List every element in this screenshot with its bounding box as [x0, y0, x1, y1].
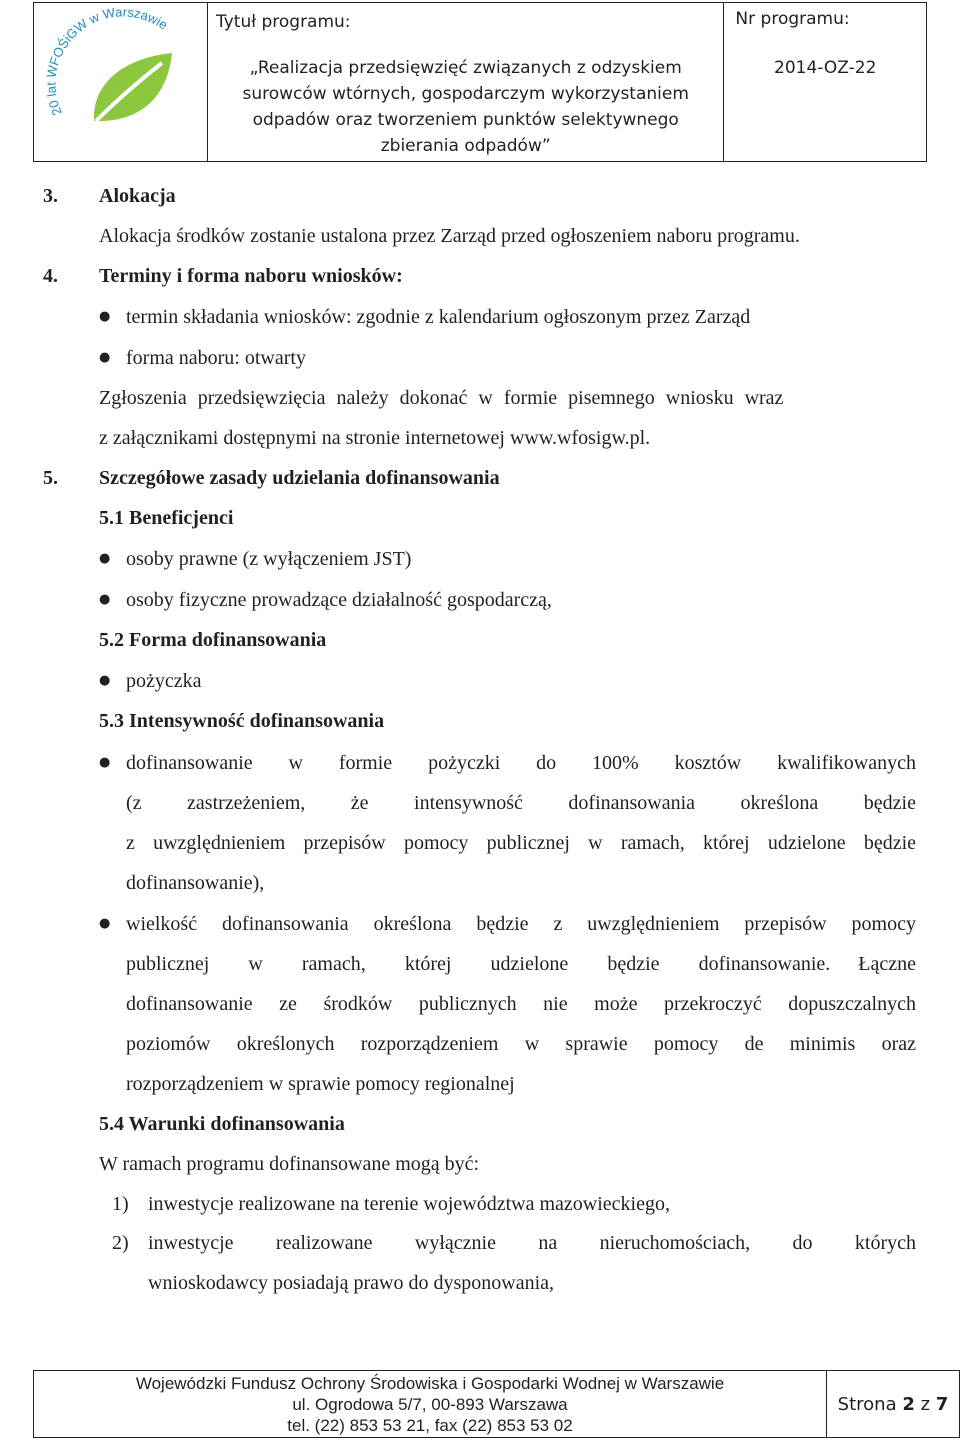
list-item: osoby fizyczne prowadzące działalność gospodarczą, — [126, 589, 552, 611]
justified-text: z uwzględnieniem przepisów pomocy publicznej w ramach, której udzielone będzie — [126, 832, 916, 854]
program-title-line: odpadów oraz tworzeniem punktów selektywnego — [252, 110, 679, 130]
numbered-item-text — [148, 1231, 916, 1255]
page-prefix: Strona — [837, 1393, 897, 1415]
list-item-line: rozporządzeniem w sprawie pomocy regionalnej — [126, 1073, 515, 1095]
section-4-number: 4. — [43, 265, 58, 287]
program-title-label: Tytuł programu: — [216, 12, 351, 32]
program-title-line: „Realizacja przedsięwzięć związanych z odzyskiem — [249, 58, 682, 78]
numbered-item-text: inwestycje realizowane na terenie województwa mazowieckiego, — [148, 1193, 670, 1215]
list-item-line: dofinansowanie), — [126, 872, 265, 894]
subsection-5-1-heading: 5.1 Beneficjenci — [99, 507, 234, 529]
list-item-line — [126, 751, 916, 775]
list-item-line — [126, 791, 916, 815]
justified-text: wielkość dofinansowania określona będzie z uwzględnieniem przepisów pomocy — [126, 913, 916, 935]
numbered-item-text: wnioskodawcy posiadają prawo do dysponowania, — [148, 1272, 555, 1294]
program-number-cell — [724, 3, 927, 162]
wfosigw-logo — [34, 3, 207, 157]
footer-line: Wojewódzki Fundusz Ochrony Środowiska i Gospodarki Wodnej w Warszawie — [135, 1373, 725, 1393]
program-title-line: surowców wtórnych, gospodarczym wykorzystaniem — [242, 84, 689, 104]
list-item: forma naboru: otwarty — [126, 347, 306, 369]
paragraph-text: Zgłoszenia przedsięwzięcia należy dokonać w formie pisemnego wniosku wraz — [99, 387, 784, 409]
section-5-number: 5. — [43, 467, 58, 489]
justified-text: dofinansowanie w formie pożyczki do 100% kosztów kwalifikowanych — [126, 752, 916, 774]
program-number: 2014-OZ-22 — [774, 58, 877, 78]
program-title — [208, 33, 723, 159]
program-number-label: Nr programu: — [735, 9, 850, 29]
justified-text: poziomów określonych rozporządzeniem w sprawie pomocy de minimis oraz — [126, 1033, 916, 1055]
page-total: 7 — [935, 1393, 949, 1415]
section-5-heading: Szczegółowe zasady udzielania dofinansowania — [99, 467, 500, 489]
subsection-5-2-heading: 5.2 Forma dofinansowania — [99, 629, 327, 651]
bullet-icon: ● — [99, 309, 111, 324]
logo-text: 20 lat WFOŚiGW w Warszawie — [43, 4, 171, 118]
footer-line: ul. Ogrodowa 5/7, 00-893 Warszawa — [292, 1394, 568, 1414]
numbered-item-number: 1) — [112, 1193, 129, 1215]
subsection-5-3-heading: 5.3 Intensywność dofinansowania — [99, 710, 385, 732]
bullet-icon: ● — [99, 350, 111, 365]
page-current: 2 — [902, 1393, 915, 1415]
subsection-5-4-intro: W ramach programu dofinansowane mogą być: — [99, 1153, 480, 1175]
list-item: termin składania wniosków: zgodnie z kalendarium ogłoszonym przez Zarząd — [126, 306, 751, 328]
list-item-line — [126, 912, 916, 936]
list-item-line — [126, 952, 916, 976]
section-4-heading: Terminy i forma naboru wniosków: — [99, 265, 403, 287]
program-title-cell — [208, 3, 724, 162]
page-sep: z — [920, 1393, 931, 1415]
program-title-line: zbierania odpadów” — [380, 136, 551, 156]
section-3-number: 3. — [43, 185, 58, 207]
bullet-icon: ● — [99, 755, 111, 770]
list-item-line — [126, 1032, 916, 1056]
document-footer — [33, 1370, 960, 1438]
bullet-icon: ● — [99, 673, 111, 688]
list-item-line — [126, 992, 916, 1016]
list-item: pożyczka — [126, 670, 202, 692]
bullet-icon: ● — [99, 551, 111, 566]
footer-address — [34, 1371, 827, 1438]
section-4-paragraph-line: z załącznikami dostępnymi na stronie internetowej www.wfosigw.pl. — [99, 427, 651, 449]
justified-text: Łączne — [858, 953, 916, 975]
justified-text: inwestycje realizowane wyłącznie na nieruchomościach, do których — [148, 1232, 916, 1254]
subsection-5-4-heading: 5.4 Warunki dofinansowania — [99, 1113, 345, 1135]
document-header — [33, 2, 927, 162]
justified-text: dofinansowanie ze środków publicznych nie może przekroczyć dopuszczalnych — [126, 993, 916, 1015]
section-3-heading: Alokacja — [99, 185, 176, 207]
justified-text: publicznej w ramach, której udzielone będzie dofinansowanie. — [126, 953, 831, 975]
list-item-line — [126, 831, 916, 855]
section-4-paragraph-line — [99, 386, 916, 410]
justified-text: (z zastrzeżeniem, że intensywność dofinansowania określona będzie — [126, 792, 916, 814]
page-number — [827, 1371, 960, 1438]
section-3-text: Alokacja środków zostanie ustalona przez Zarząd przed ogłoszeniem naboru programu. — [99, 225, 800, 247]
list-item: osoby prawne (z wyłączeniem JST) — [126, 548, 412, 570]
bullet-icon: ● — [99, 592, 111, 607]
footer-line: tel. (22) 853 53 21, fax (22) 853 53 02 — [287, 1415, 573, 1435]
logo-cell — [34, 3, 208, 162]
numbered-item-number: 2) — [112, 1232, 129, 1254]
bullet-icon: ● — [99, 916, 111, 931]
